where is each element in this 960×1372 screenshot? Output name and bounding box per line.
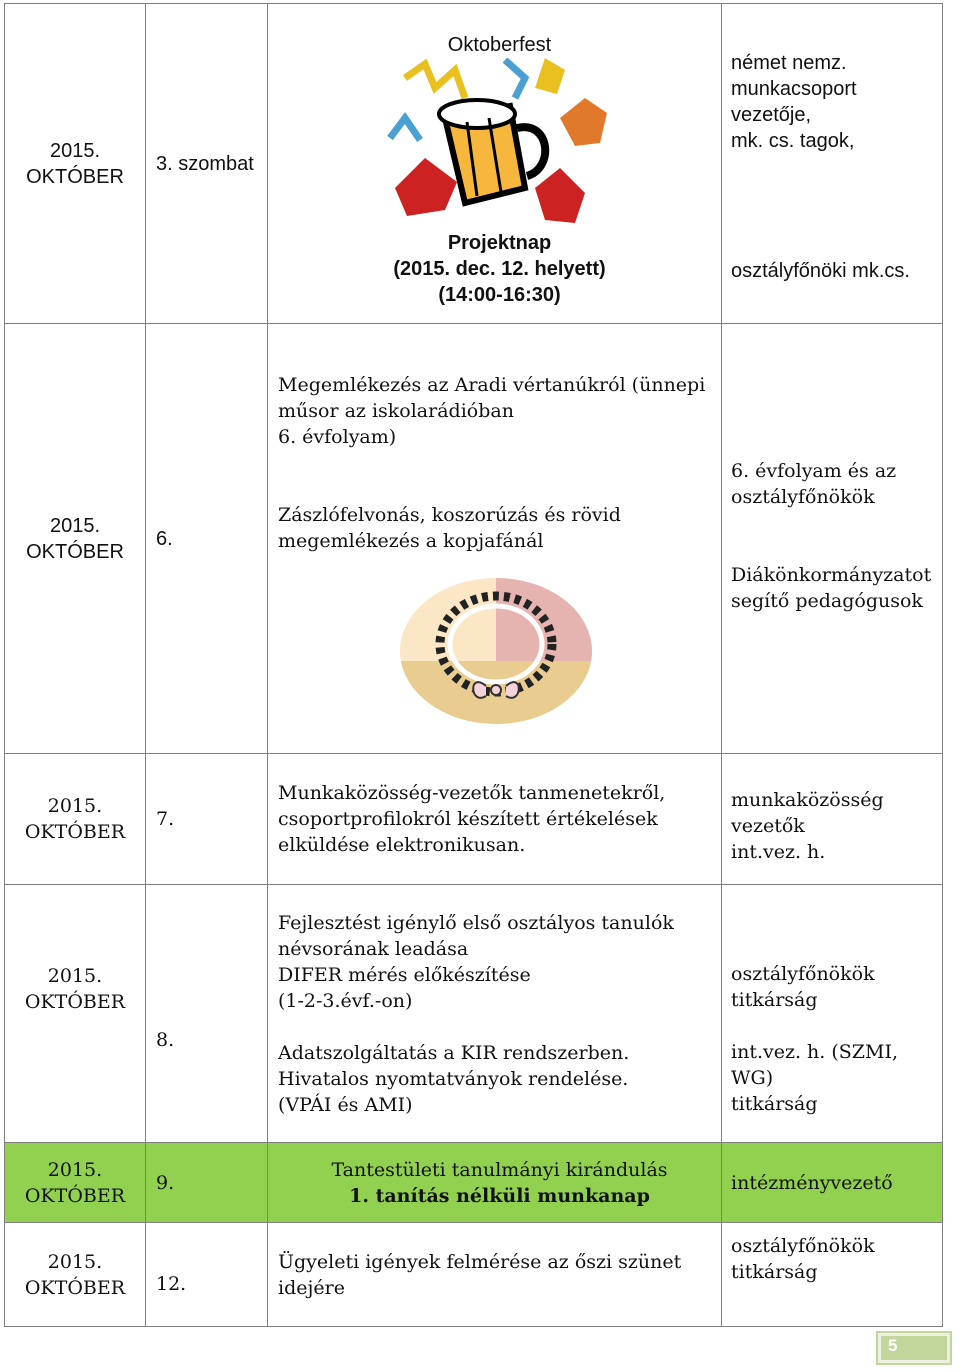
responsible-cell <box>722 324 943 754</box>
responsible-cell <box>722 885 943 1143</box>
day-label: 9. <box>156 1171 175 1194</box>
event-line: névsorának leadása <box>278 937 469 960</box>
resp-line: német nemz. <box>731 52 847 74</box>
resp-line: titkárság <box>731 1261 818 1283</box>
date-month: OKTÓBER <box>26 540 124 563</box>
event-line: Megemlékezés az Aradi vértanúkról (ünnepi <box>278 374 706 396</box>
responsible-cell <box>722 1143 943 1223</box>
event-line: csoportprofilokról készített értékelések <box>278 808 658 830</box>
schedule-table <box>4 3 943 1327</box>
day-cell <box>146 4 268 324</box>
resp-line: 6. évfolyam és az <box>731 460 897 482</box>
day-cell <box>146 1223 268 1327</box>
project-title: Projektnap <box>447 232 552 254</box>
resp-line: titkárság <box>731 1093 818 1115</box>
beer-mug-leaves-icon <box>385 58 615 230</box>
event-line: műsor az iskolarádióban <box>278 400 514 422</box>
event-line: Fejlesztést igénylő első osztályos tanulók <box>278 911 674 934</box>
table-row-highlighted <box>5 1143 943 1223</box>
date-month: OKTÓBER <box>24 1184 126 1207</box>
date-cell <box>5 754 146 885</box>
date-month: OKTÓBER <box>24 1276 126 1299</box>
day-cell <box>146 885 268 1143</box>
event-cell <box>268 1143 722 1223</box>
event-line: idejére <box>278 1276 345 1299</box>
event-line: Adatszolgáltatás a KIR rendszerben. <box>278 1041 630 1064</box>
event-line: Zászlófelvonás, koszorúzás és rövid <box>278 504 621 526</box>
day-cell <box>146 1143 268 1223</box>
resp-line: osztályfőnöki mk.cs. <box>731 260 910 282</box>
responsible-cell <box>722 4 943 324</box>
day-label: 7. <box>156 808 175 830</box>
event-line: megemlékezés a kopjafánál <box>278 530 544 552</box>
resp-line: osztályfőnökök <box>731 486 875 508</box>
event-cell <box>268 885 722 1143</box>
resp-line: titkárság <box>731 989 818 1011</box>
event-line: Ügyeleti igények felmérése az őszi szünet <box>278 1250 682 1273</box>
date-cell <box>5 4 146 324</box>
date-month: OKTÓBER <box>24 821 126 843</box>
table-row <box>5 324 943 754</box>
event-title: Oktoberfest <box>447 34 552 56</box>
event-line: Munkaközösség-vezetők tanmenetekről, <box>278 782 666 804</box>
day-label: 12. <box>156 1272 187 1295</box>
day-label: 8. <box>156 1028 175 1051</box>
event-cell <box>268 1223 722 1327</box>
date-cell <box>5 885 146 1143</box>
date-year: 2015. <box>47 1250 103 1273</box>
resp-line: vezetője, <box>731 104 812 126</box>
resp-line: munkaközösség <box>731 789 884 811</box>
laurel-wreath-icon <box>398 576 594 726</box>
event-line: Hivatalos nyomtatványok rendelése. <box>278 1067 629 1090</box>
resp-line: vezetők <box>731 815 805 837</box>
responsible-cell <box>722 754 943 885</box>
event-line: (1-2-3.évf.-on) <box>278 989 413 1012</box>
date-year: 2015. <box>49 139 101 162</box>
day-label: 3. szombat <box>156 152 254 175</box>
project-date: (2015. dec. 12. helyett) <box>393 258 606 280</box>
table-row <box>5 754 943 885</box>
date-year: 2015. <box>47 1158 103 1181</box>
table-row <box>5 1223 943 1327</box>
table-row <box>5 4 943 324</box>
page-number-badge <box>876 1331 952 1365</box>
event-line: 6. évfolyam) <box>278 426 397 448</box>
resp-line: Diákönkormányzatot <box>731 564 932 586</box>
resp-line: osztályfőnökök <box>731 963 875 985</box>
date-year: 2015. <box>47 795 103 817</box>
resp-line: int.vez. h. <box>731 841 826 863</box>
event-line: elküldése elektronikusan. <box>278 834 526 856</box>
date-month: OKTÓBER <box>24 991 126 1013</box>
resp-line: segítő pedagógusok <box>731 590 923 612</box>
responsible-cell <box>722 1223 943 1327</box>
event-line: Tantestületi tanulmányi kirándulás <box>331 1158 668 1181</box>
date-cell <box>5 324 146 754</box>
resp-line: mk. cs. tagok, <box>731 130 855 152</box>
event-line-bold: 1. tanítás nélküli munkanap <box>349 1184 650 1207</box>
day-cell <box>146 324 268 754</box>
date-year: 2015. <box>49 514 101 537</box>
resp-line: intézményvezető <box>731 1171 893 1194</box>
day-cell <box>146 754 268 885</box>
event-cell <box>268 4 722 324</box>
resp-line: munkacsoport <box>731 78 857 100</box>
day-label: 6. <box>156 527 173 550</box>
date-month: OKTÓBER <box>26 165 124 188</box>
date-cell <box>5 1143 146 1223</box>
event-cell <box>268 754 722 885</box>
page-number: 5 <box>888 1336 898 1355</box>
event-cell <box>268 324 722 754</box>
date-cell <box>5 1223 146 1327</box>
resp-line: osztályfőnökök <box>731 1235 875 1257</box>
event-line: (VPÁI és AMI) <box>278 1093 413 1116</box>
table-row <box>5 885 943 1143</box>
resp-line: int.vez. h. (SZMI, WG) <box>731 1041 899 1089</box>
date-year: 2015. <box>47 965 103 987</box>
event-line: DIFER mérés előkészítése <box>278 963 531 986</box>
project-time: (14:00-16:30) <box>438 284 561 306</box>
